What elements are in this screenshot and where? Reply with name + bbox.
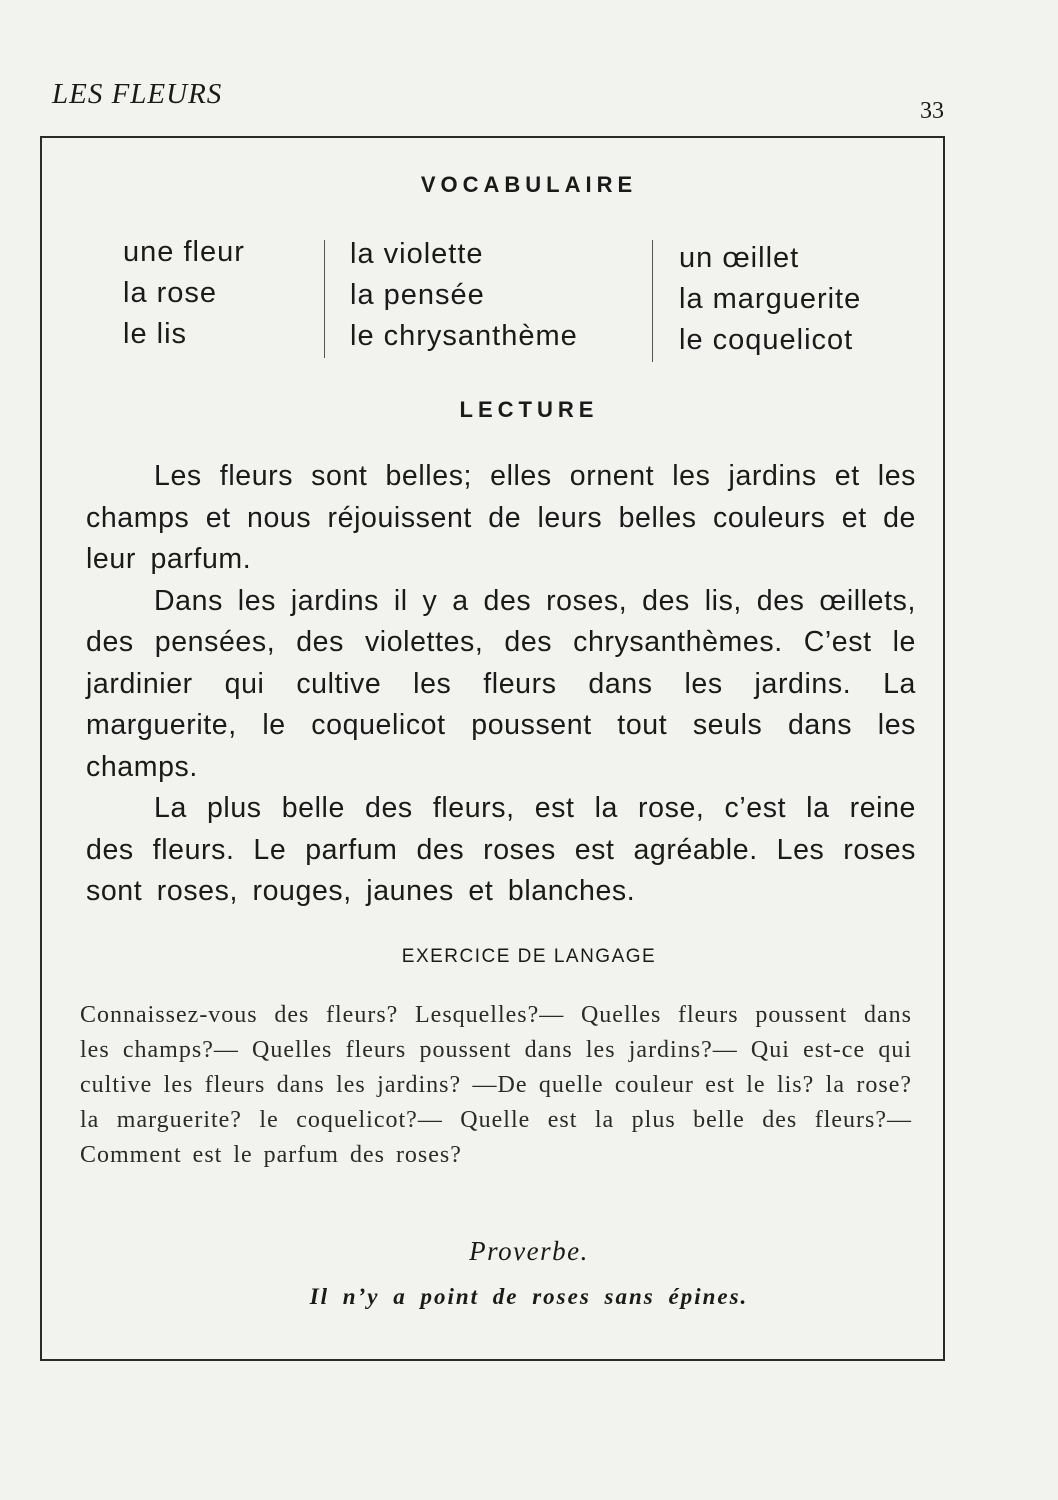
vocabulaire-title: VOCABULAIRE: [420, 172, 638, 197]
vocab-word: la pensée: [350, 279, 485, 311]
running-title: LES FLEURS: [52, 78, 223, 110]
vocab-word: le chrysanthème: [350, 320, 578, 352]
exercice-title: EXERCICE DE LANGAGE: [401, 946, 657, 967]
vocab-word: la marguerite: [679, 283, 862, 315]
page-number: 33: [920, 98, 944, 124]
exercice-text: Connaissez-vous des fleurs? Lesquelles?— Quelles fleurs poussent dans les champs?— Quelles fleurs poussent dans les jardins?— Qui est-ce qui cultive les fleurs dans les jardins? —De quelle couleur est le lis? la rose? la marguerite? le coquelicot?— Quelle est la plus belle des fleurs?—Comment est le parfum des roses?: [80, 1002, 912, 1168]
lecture-paragraph: Dans les jardins il y a des roses, des lis, des œillets, des pensées, des violettes, des chrysanthèmes. C’est le jardinier qui cultive les fleurs dans les jardins. La marguerite, le coquelicot poussent tout seuls dans les champs.: [86, 584, 916, 783]
lecture-paragraph: Les fleurs sont belles; elles ornent les jardins et les champs et nous réjouissent de leurs belles couleurs et de leur parfum.: [86, 460, 916, 575]
vocab-word: la rose: [123, 277, 218, 309]
vocab-word: le coquelicot: [679, 324, 854, 356]
vocab-word: une fleur: [123, 236, 245, 268]
vocab-column-3: [679, 238, 861, 361]
column-divider: [324, 240, 325, 358]
lecture-text: [86, 456, 916, 913]
lecture-title: LECTURE: [459, 397, 599, 422]
vocab-word: le lis: [123, 318, 188, 350]
vocab-word: un œillet: [679, 242, 800, 274]
column-divider: [652, 240, 653, 362]
vocab-column-2: [350, 234, 578, 357]
proverbe-text: Il n’y a point de roses sans épines.: [309, 1284, 749, 1309]
vocab-word: la violette: [350, 238, 484, 270]
proverbe-title: Proverbe.: [469, 1236, 589, 1266]
vocab-column-1: [123, 232, 245, 355]
lecture-paragraph: La plus belle des fleurs, est la rose, c’est la reine des fleurs. Le parfum des roses est agréable. Les roses sont roses, rouges, jaunes et blanches.: [86, 792, 916, 907]
